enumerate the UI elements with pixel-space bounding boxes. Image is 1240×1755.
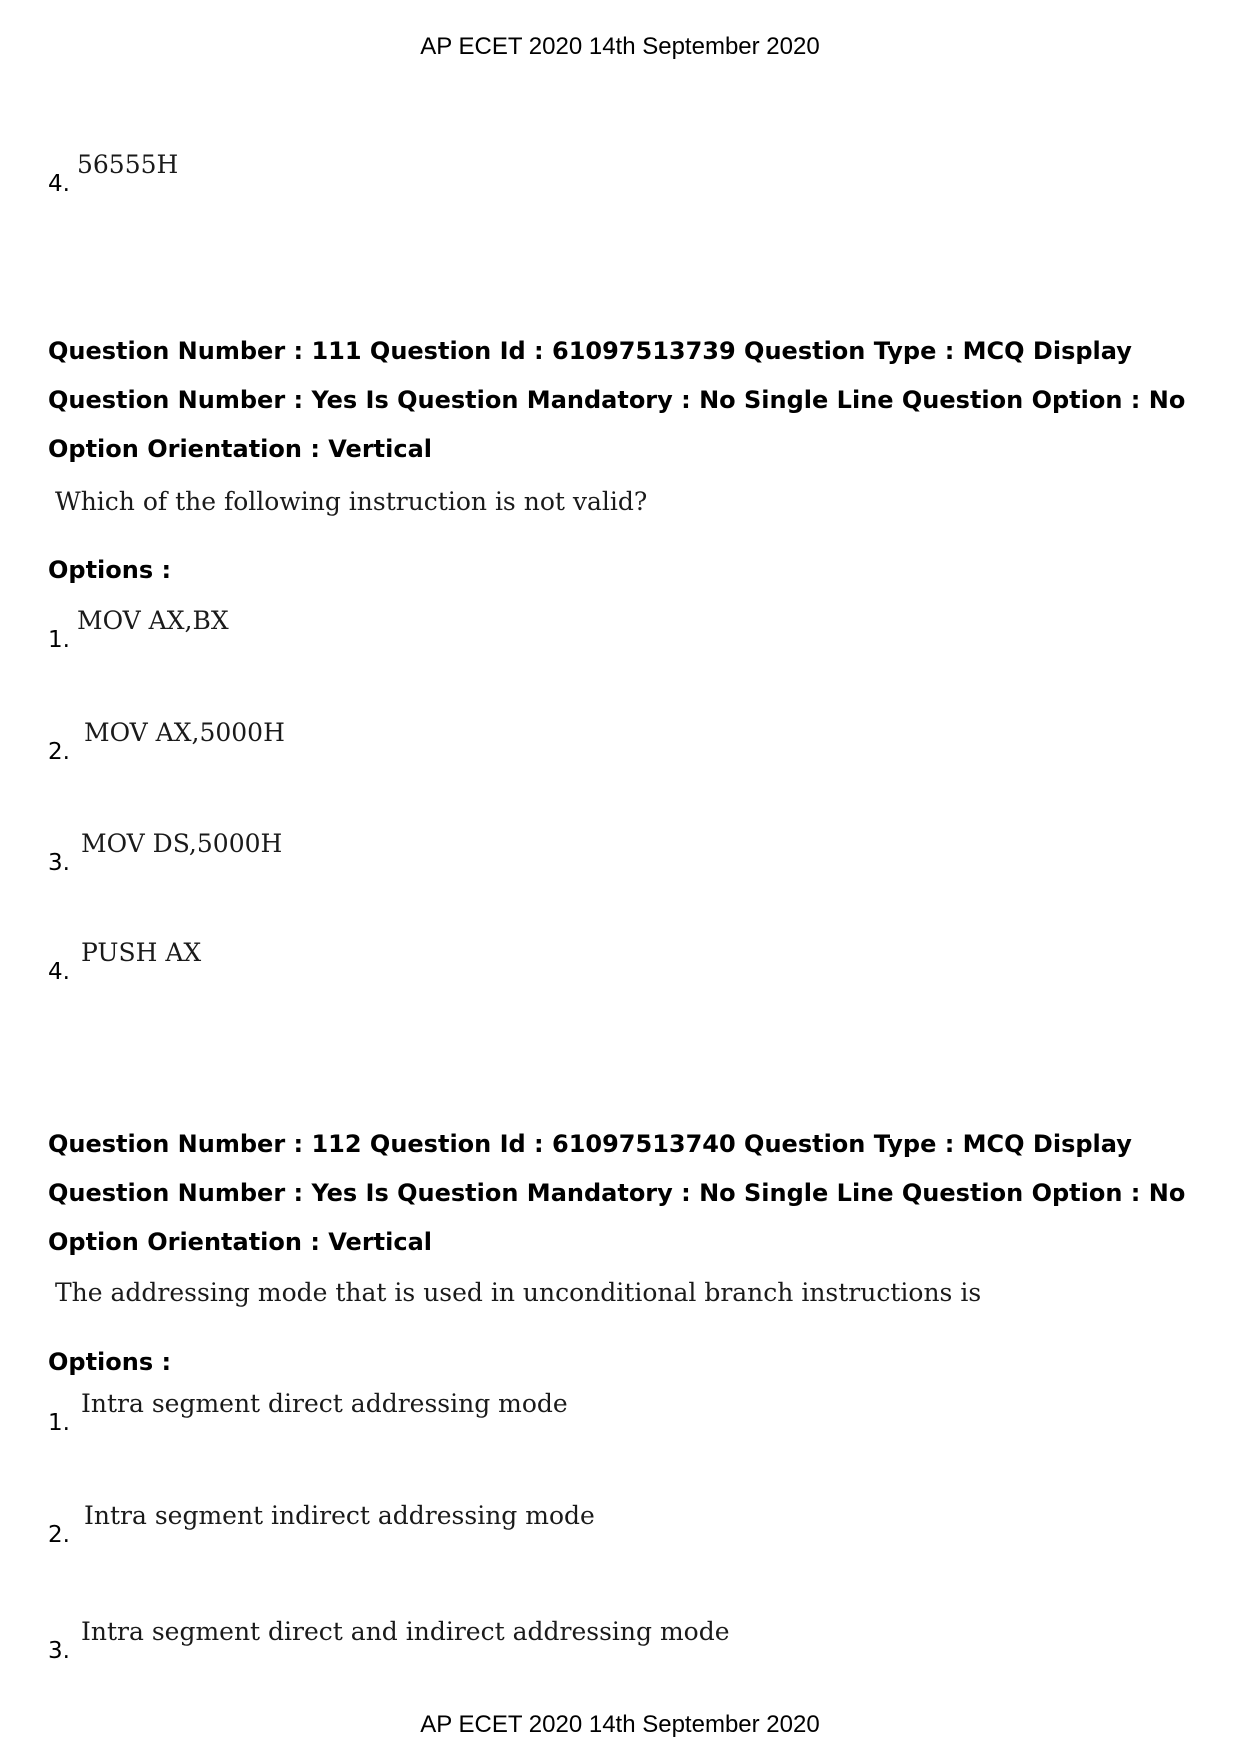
question-111-options-label: Options : — [48, 556, 172, 584]
option-number: 4. — [48, 959, 70, 985]
option-number: 2. — [48, 1522, 70, 1548]
option-text: Intra segment indirect addressing mode — [84, 1501, 595, 1530]
option-text: MOV AX,5000H — [84, 718, 285, 747]
question-112-text: The addressing mode that is used in unconditional branch instructions is — [55, 1278, 982, 1307]
question-111-text: Which of the following instruction is not valid? — [55, 487, 648, 516]
question-112-meta: Question Number : 112 Question Id : 61097513740 Question Type : MCQ Display Question Number : Yes Is Question Mandatory : No Single Line Question Option : No Option Orientation : Vertical — [48, 1130, 1186, 1256]
option-text: PUSH AX — [81, 938, 202, 967]
option-text: Intra segment direct and indirect addressing mode — [81, 1617, 730, 1646]
option-number: 1. — [48, 1410, 70, 1436]
option-number: 1. — [48, 627, 70, 653]
option-text: MOV DS,5000H — [81, 829, 283, 858]
option-number: 3. — [48, 1638, 70, 1664]
option-number: 3. — [48, 850, 70, 876]
option-text: 56555H — [77, 150, 179, 179]
option-text: MOV AX,BX — [77, 606, 229, 635]
page-header: AP ECET 2020 14th September 2020 — [420, 33, 820, 60]
option-text: Intra segment direct addressing mode — [81, 1389, 568, 1418]
option-number: 4. — [48, 171, 70, 197]
page-footer: AP ECET 2020 14th September 2020 — [420, 1711, 820, 1738]
question-112-options-label: Options : — [48, 1348, 172, 1376]
option-number: 2. — [48, 739, 70, 765]
question-111-meta: Question Number : 111 Question Id : 61097513739 Question Type : MCQ Display Question Number : Yes Is Question Mandatory : No Single Line Question Option : No Option Orientation : Vertical — [48, 337, 1186, 463]
